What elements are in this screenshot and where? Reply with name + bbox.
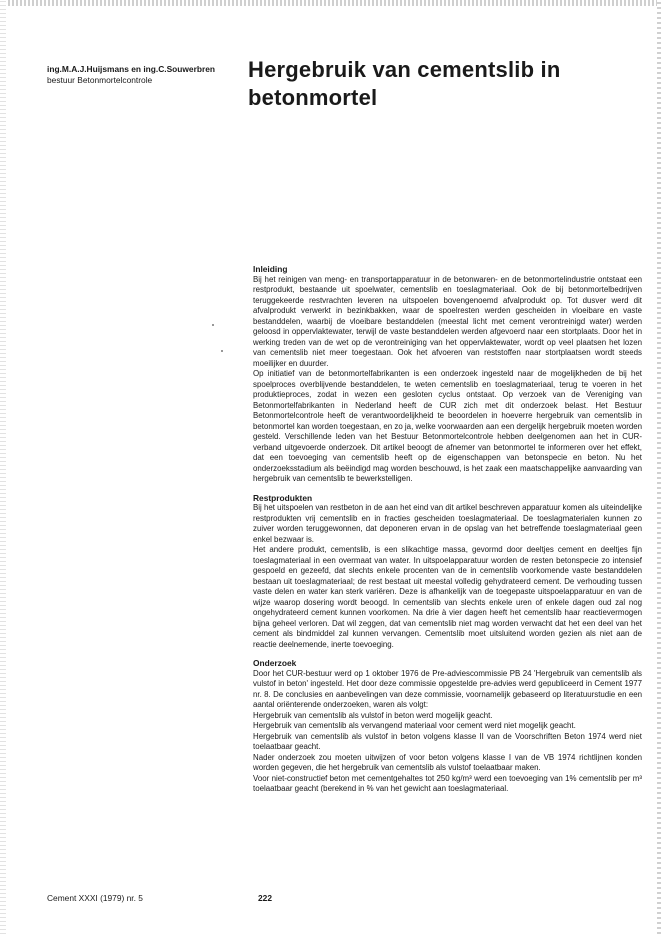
author-block (47, 64, 247, 86)
section-inleiding (253, 264, 642, 485)
section-onderzoek (253, 658, 642, 795)
paragraph: Door het CUR-bestuur werd op 1 oktober 1976 de Pre-adviescommissie PB 24 'Hergebruik van cementslib als vulstof in beton' ingesteld. Het door deze commissie opgestelde pre-advies werd gepubliceerd in Cement 1977 nr. 8. De conclusies en aanbevelingen van deze commissie, voornamelijk gebaseerd op literatuurstudie en een aantal oriënterende onderzoeken, waren als volgt: (253, 668, 642, 709)
scan-speck (221, 350, 223, 352)
paragraph: Bij het reinigen van meng- en transportapparatuur in de betonwaren- en de betonmortelindustrie ontstaat een restprodukt, bestaande uit spoelwater, cementslib en toeslagmateriaal. Ook de bij betonmortelbedrijven teruggekeerde restvrachten leveren na uitspoelen bovengenoemd afvalprodukt op. Tot dusver werd dit afvalprodukt verwerkt in bezinkbakken, waar de spoelresten werden gescheiden in vloeibare en vaste bestanddelen, waarbij de vloeibare bestanddelen (meestal licht met cement verontreinigd water) werden geloosd in oppervlaktewater, terwijl de vaste bestanddelen werden afgevoerd naar een stortplaats. Door het in werking treden van de wet op de verontreiniging van het oppervlaktewater, wordt op veel plaatsen het lozen van cementslib niet meer toegestaan. Ook het afvoeren van reststoffen naar stortplaatsen wordt steeds moeilijker en duurder. (253, 274, 642, 368)
author-affiliation: bestuur Betonmortelcontrole (47, 75, 153, 85)
section-heading: Inleiding (253, 264, 288, 274)
scan-edge-left (0, 0, 6, 934)
article-body (253, 264, 642, 803)
journal-reference: Cement XXXI (1979) nr. 5 (47, 893, 143, 903)
paragraph: Het andere produkt, cementslib, is een slikachtige massa, gevormd door deeltjes cement en deeltjes fijn toeslagmateriaal in een overmaat van water. In uitspoelapparatuur worden de resten betonspecie zo intensief gespoeld en gezeefd, dat slechts enkele procenten van de in cementslib voorkomende vaste bestanddelen bestaan uit toeslagmateriaal; de rest bestaat uit meestal volledig gehydrateerd cement. De verhouding tussen vaste delen en water kan sterk variëren. Deze is afhankelijk van de toegepaste uitspoelapparatuur en van de wijze waarop dosering wordt beoogd. In cementslib van slechts enkele uren of enkele dagen oud zal nog ongehydrateerd cement kunnen voorkomen. Na drie à vier dagen heeft het cementslib haar reactievermogen bijna geheel verloren. Dat wil zeggen, dat van cementslib niet mag worden verwacht dat het een deel van het cement als bindmiddel zal kunnen vervangen. Cementslib moet uitsluitend worden gezien als niet aan de reactie deelnemende, inerte toevoeging. (253, 545, 642, 649)
paragraph: Hergebruik van cementslib als vulstof in beton volgens klasse II van de Voorschriften Beton 1974 werd niet toelaatbaar geacht. (253, 731, 642, 751)
page-number: 222 (258, 893, 272, 903)
paragraph: Op initiatief van de betonmortelfabrikanten is een onderzoek ingesteld naar de mogelijkheden de bij het spoelproces overblijvende bestanddelen, te weten cementslib en toeslagmateriaal, terug te voeren in het produktieproces, zodat in wezen een gesloten cyclus ontstaat. Op verzoek van de Vereniging van Betonmortelfabrikanten in Nederland heeft de CUR zich met dit onderzoek belast. Het Bestuur Betonmortelcontrole heeft de verantwoordelijkheid te beoordelen in hoeverre hergebruik van cementslib in betonmortel kan worden toegestaan, en zo ja, welke voorwaarden aan een dergelijk hergebruik moeten worden gesteld. Verschillende leden van het Bestuur Betonmortelcontrole hebben deelgenomen aan het in CUR-verband uitgevoerde onderzoek. Dit artikel beoogt de afnemer van betonmortel te informeren over het effekt, dat een toevoeging van cementslib heeft op de eigenschappen van betonspecie en beton. Nu het onderzoeksstadium als beëindigd mag worden beschouwd, is het zaak een maatschappelijke aanvaarding van hergebruik van cementslib te bewerkstelligen. (253, 369, 642, 483)
paragraph: Nader onderzoek zou moeten uitwijzen of voor beton volgens klasse I van de VB 1974 richtlijnen konden worden gegeven, die het hergebruik van cementslib als vulstof toelaatbaar maken. (253, 752, 642, 772)
scan-speck (212, 324, 214, 326)
scan-edge-right (657, 0, 661, 934)
section-heading: Restprodukten (253, 492, 313, 503)
scan-edge-top (0, 0, 661, 6)
section-restprodukten (253, 493, 642, 651)
paragraph: Hergebruik van cementslib als vervangend materiaal voor cement werd niet mogelijk geacht. (253, 721, 576, 730)
author-names: ing.M.A.J.Huijsmans en ing.C.Souwerbren (47, 64, 215, 74)
paragraph: Bij het uitspoelen van restbeton in de aan het eind van dit artikel beschreven apparatuur komen als uiteindelijke restprodukten vrij cementslib en in fracties gescheiden toeslagmateriaal. De toeslagmaterialen kunnen zo zuiver worden teruggewonnen, dat deponeren ervan in de opslag van het betreffende toeslagmateriaal geen enkel bezwaar is. (253, 503, 642, 544)
section-heading: Onderzoek (253, 658, 297, 668)
paragraph: Hergebruik van cementslib als vulstof in beton werd mogelijk geacht. (253, 710, 493, 720)
paragraph: Voor niet-constructief beton met cementgehaltes tot 250 kg/m³ werd een toevoeging van 1% cementslib per m³ toelaatbaar geacht (berekend in % van het gewicht aan toeslagmateriaal. (253, 773, 642, 793)
article-title: Hergebruik van cementslib in betonmortel (248, 57, 561, 110)
